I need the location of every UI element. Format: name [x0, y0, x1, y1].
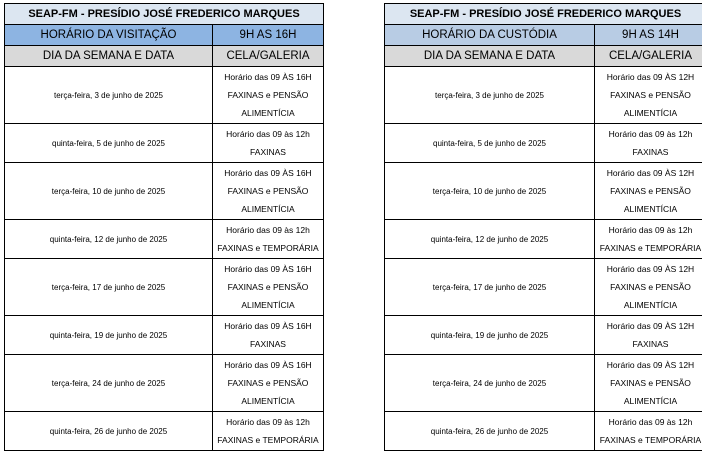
schedule-row	[5, 67, 324, 124]
cela-info-line: FAXINAS e PENSÃO	[213, 278, 323, 296]
visitation-schedule-body	[5, 4, 324, 451]
schedule-date: terça-feira, 3 de junho de 2025	[385, 67, 595, 124]
cela-info-line: FAXINAS	[213, 335, 323, 353]
schedule-hours-value: 9H AS 14H	[595, 25, 702, 46]
schedule-date: terça-feira, 17 de junho de 2025	[5, 259, 213, 316]
schedule-cela-info	[595, 124, 702, 163]
schedule-date: quinta-feira, 19 de junho de 2025	[5, 316, 213, 355]
cela-info-line: Horário das 09 ÀS 12H	[595, 68, 702, 86]
cela-info-line: Horário das 09 ÀS 16H	[213, 317, 323, 335]
schedule-row	[385, 316, 702, 355]
schedule-row	[5, 316, 324, 355]
cela-info-line: FAXINAS	[595, 143, 702, 161]
schedule-hours-row	[385, 25, 702, 46]
column-header-cela: CELA/GALERIA	[595, 46, 702, 67]
schedule-date: terça-feira, 24 de junho de 2025	[5, 355, 213, 412]
cela-info-line: FAXINAS e PENSÃO	[213, 182, 323, 200]
schedule-date: quinta-feira, 5 de junho de 2025	[385, 124, 595, 163]
schedule-cela-info	[595, 316, 702, 355]
cela-info-line: FAXINAS	[595, 335, 702, 353]
cela-info-line: FAXINAS e PENSÃO	[595, 278, 702, 296]
cela-info-line: Horário das 09 ÀS 16H	[213, 164, 323, 182]
cela-info-line: Horário das 09 às 12h	[595, 221, 702, 239]
table-title-row	[385, 4, 702, 25]
schedule-date: terça-feira, 24 de junho de 2025	[385, 355, 595, 412]
cela-info-line: Horário das 09 ÀS 12H	[595, 260, 702, 278]
schedule-cela-info	[213, 67, 324, 124]
schedule-cela-info	[213, 259, 324, 316]
schedule-row	[385, 163, 702, 220]
schedule-row	[5, 355, 324, 412]
schedule-cela-info	[213, 412, 324, 451]
schedule-cela-info	[213, 220, 324, 259]
cela-info-line: FAXINAS e TEMPORÁRIA	[213, 239, 323, 257]
schedule-date: quinta-feira, 19 de junho de 2025	[385, 316, 595, 355]
column-header-cela: CELA/GALERIA	[213, 46, 324, 67]
cela-info-line: Horário das 09 às 12h	[213, 413, 323, 431]
schedule-cela-info	[595, 412, 702, 451]
visitation-schedule-table	[4, 3, 324, 451]
schedule-row	[385, 67, 702, 124]
schedule-row	[385, 124, 702, 163]
cela-info-line: ALIMENTÍCIA	[595, 392, 702, 410]
schedule-date: terça-feira, 10 de junho de 2025	[5, 163, 213, 220]
custody-schedule-body	[385, 4, 702, 451]
schedule-row	[385, 259, 702, 316]
cela-info-line: ALIMENTÍCIA	[595, 200, 702, 218]
cela-info-line: FAXINAS	[213, 143, 323, 161]
cela-info-line: FAXINAS e TEMPORÁRIA	[595, 239, 702, 257]
schedule-date: terça-feira, 3 de junho de 2025	[5, 67, 213, 124]
schedule-date: terça-feira, 10 de junho de 2025	[385, 163, 595, 220]
schedule-cela-info	[595, 220, 702, 259]
cela-info-line: ALIMENTÍCIA	[595, 104, 702, 122]
schedule-cela-info	[595, 67, 702, 124]
schedule-date: quinta-feira, 26 de junho de 2025	[385, 412, 595, 451]
cela-info-line: FAXINAS e PENSÃO	[595, 182, 702, 200]
schedule-hours-label: HORÁRIO DA CUSTÓDIA	[385, 25, 595, 46]
table-title: SEAP-FM - PRESÍDIO JOSÉ FREDERICO MARQUES	[385, 4, 702, 25]
schedule-row	[5, 259, 324, 316]
cela-info-line: Horário das 09 às 12h	[595, 413, 702, 431]
schedule-row	[385, 412, 702, 451]
schedule-row	[385, 220, 702, 259]
cela-info-line: ALIMENTÍCIA	[213, 200, 323, 218]
schedule-date: quinta-feira, 26 de junho de 2025	[5, 412, 213, 451]
cela-info-line: FAXINAS e PENSÃO	[595, 86, 702, 104]
cela-info-line: ALIMENTÍCIA	[595, 296, 702, 314]
schedule-cela-info	[213, 124, 324, 163]
schedule-date: quinta-feira, 5 de junho de 2025	[5, 124, 213, 163]
cela-info-line: FAXINAS e TEMPORÁRIA	[595, 431, 702, 449]
cela-info-line: Horário das 09 ÀS 12H	[595, 164, 702, 182]
schedule-date: quinta-feira, 12 de junho de 2025	[385, 220, 595, 259]
custody-schedule-table	[384, 3, 702, 451]
schedule-row	[5, 163, 324, 220]
schedule-cela-info	[213, 163, 324, 220]
cela-info-line: Horário das 09 ÀS 12H	[595, 317, 702, 335]
cela-info-line: Horário das 09 ÀS 16H	[213, 68, 323, 86]
schedule-row	[385, 355, 702, 412]
column-header-date: DIA DA SEMANA E DATA	[5, 46, 213, 67]
schedule-date: terça-feira, 17 de junho de 2025	[385, 259, 595, 316]
cela-info-line: FAXINAS e TEMPORÁRIA	[213, 431, 323, 449]
schedule-cela-info	[595, 163, 702, 220]
schedule-cela-info	[213, 355, 324, 412]
cela-info-line: FAXINAS e PENSÃO	[595, 374, 702, 392]
schedule-hours-row	[5, 25, 324, 46]
column-header-date: DIA DA SEMANA E DATA	[385, 46, 595, 67]
cela-info-line: ALIMENTÍCIA	[213, 392, 323, 410]
schedule-row	[5, 412, 324, 451]
cela-info-line: Horário das 09 às 12h	[595, 125, 702, 143]
schedule-hours-label: HORÁRIO DA VISITAÇÃO	[5, 25, 213, 46]
cela-info-line: Horário das 09 às 12h	[213, 221, 323, 239]
schedule-cela-info	[213, 316, 324, 355]
cela-info-line: Horário das 09 ÀS 16H	[213, 260, 323, 278]
schedule-date: quinta-feira, 12 de junho de 2025	[5, 220, 213, 259]
cela-info-line: ALIMENTÍCIA	[213, 104, 323, 122]
cela-info-line: Horário das 09 às 12h	[213, 125, 323, 143]
schedule-cela-info	[595, 259, 702, 316]
cela-info-line: Horário das 09 ÀS 12H	[595, 356, 702, 374]
table-title-row	[5, 4, 324, 25]
schedule-row	[5, 220, 324, 259]
column-header-row	[385, 46, 702, 67]
schedule-hours-value: 9H AS 16H	[213, 25, 324, 46]
column-header-row	[5, 46, 324, 67]
cela-info-line: Horário das 09 ÀS 16H	[213, 356, 323, 374]
table-title: SEAP-FM - PRESÍDIO JOSÉ FREDERICO MARQUES	[5, 4, 324, 25]
cela-info-line: ALIMENTÍCIA	[213, 296, 323, 314]
cela-info-line: FAXINAS e PENSÃO	[213, 374, 323, 392]
schedule-row	[5, 124, 324, 163]
schedule-cela-info	[595, 355, 702, 412]
cela-info-line: FAXINAS e PENSÃO	[213, 86, 323, 104]
